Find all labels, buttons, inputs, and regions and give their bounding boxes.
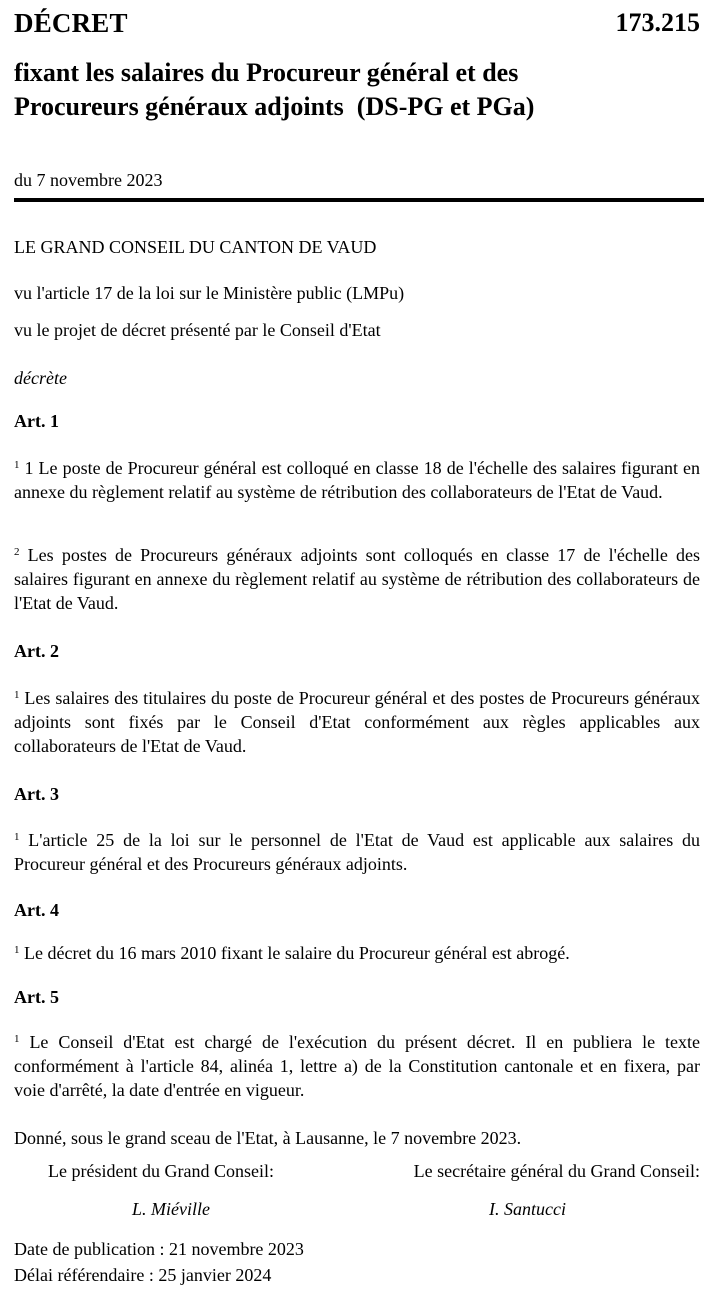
article-heading: Art. 2	[14, 641, 59, 661]
paragraph-text: Le décret du 16 mars 2010 fixant le salaire du Procureur général est abrogé.	[19, 943, 570, 963]
considerant-1: vu l'article 17 de la loi sur le Ministère public (LMPu)	[14, 283, 405, 303]
article-heading: Art. 4	[14, 900, 59, 920]
document-date: du 7 novembre 2023	[14, 170, 163, 190]
paragraph-text: L'article 25 de la loi sur le personnel de l'Etat de Vaud est applicable aux salaires du Procureur général et des Procureurs généraux adjoints.	[14, 830, 700, 874]
article-paragraph	[14, 941, 700, 965]
article-paragraph	[14, 828, 700, 876]
article-paragraph	[14, 456, 700, 504]
decrees-formula: décrète	[14, 368, 67, 388]
article-paragraph	[14, 543, 700, 615]
paragraph-text: Les salaires des titulaires du poste de Procureur général et des postes de Procureurs généraux adjoints sont fixés par le Conseil d'Etat conformément aux règles applicables aux collaborateurs de l'Etat de Vaud.	[14, 688, 700, 756]
paragraph-text: 1 Le poste de Procureur général est colloqué en classe 18 de l'échelle des salaires figurant en annexe du règlement relatif au système de rétribution des collaborateurs de l'Etat de Vaud.	[14, 458, 700, 502]
paragraph-number: 1	[14, 831, 20, 843]
referendum-deadline: Délai référendaire : 25 janvier 2024	[14, 1265, 272, 1285]
considerant-2: vu le projet de décret présenté par le Conseil d'Etat	[14, 320, 381, 340]
publication-date: Date de publication : 21 novembre 2023	[14, 1239, 304, 1259]
decree-page	[14, 0, 700, 1294]
header-divider	[14, 198, 704, 202]
signatory-names	[14, 1197, 700, 1221]
article-heading: Art. 3	[14, 784, 59, 804]
document-title: fixant les salaires du Procureur général et des Procureurs généraux adjoints (DS-PG et PGa)	[14, 58, 535, 121]
document-number: 173.215	[615, 8, 700, 37]
paragraph-number: 1	[14, 459, 20, 471]
given-clause: Donné, sous le grand sceau de l'Etat, à Lausanne, le 7 novembre 2023.	[14, 1128, 522, 1148]
paragraph-number: 1	[14, 689, 20, 701]
signatory-titles	[14, 1159, 700, 1183]
enacting-authority: LE GRAND CONSEIL DU CANTON DE VAUD	[14, 237, 377, 257]
president-name: L. Miéville	[132, 1199, 210, 1219]
article-heading: Art. 1	[14, 411, 59, 431]
article-heading: Art. 5	[14, 987, 59, 1007]
paragraph-number: 1	[14, 944, 20, 956]
paragraph-text: Le Conseil d'Etat est chargé de l'exécution du présent décret. Il en publiera le texte conformément à l'article 84, alinéa 1, lettre a) de la Constitution cantonale et en fixera, par voie d'arrêté, la date d'entrée en vigueur.	[14, 1032, 700, 1100]
paragraph-text: Les postes de Procureurs généraux adjoints sont colloqués en classe 17 de l'échelle des salaires figurant en annexe du règlement relatif au système de rétribution des collaborateurs de l'Etat de Vaud.	[14, 545, 700, 613]
paragraph-number: 1	[14, 1033, 20, 1045]
paragraph-number: 2	[14, 546, 20, 558]
secretary-title: Le secrétaire général du Grand Conseil:	[413, 1161, 700, 1181]
president-title: Le président du Grand Conseil:	[48, 1161, 274, 1181]
document-type: DÉCRET	[14, 8, 128, 38]
article-paragraph	[14, 686, 700, 758]
article-paragraph	[14, 1030, 700, 1102]
document-header	[14, 8, 700, 38]
secretary-name: I. Santucci	[489, 1199, 566, 1219]
